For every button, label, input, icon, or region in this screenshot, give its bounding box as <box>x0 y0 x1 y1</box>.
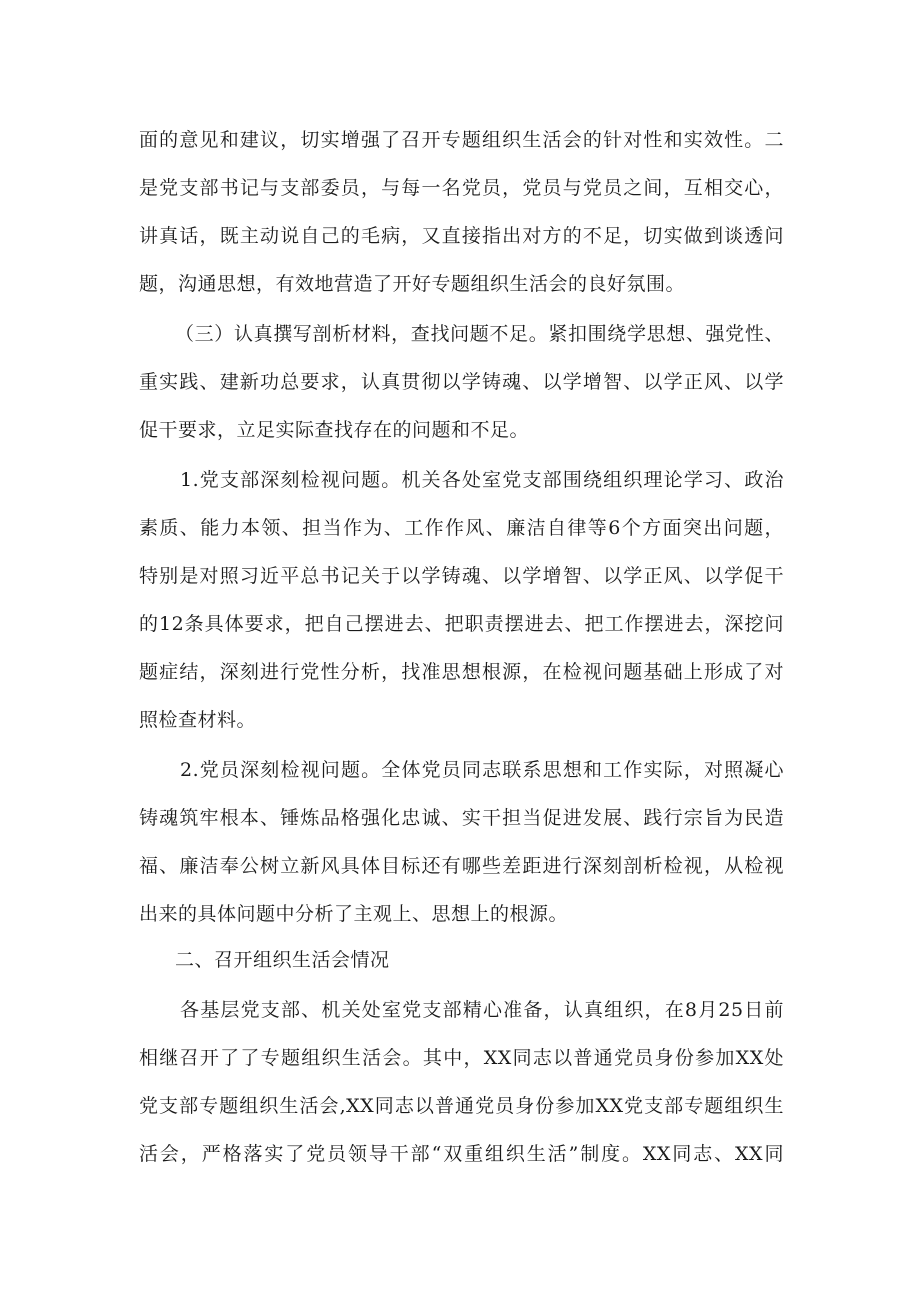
paragraph-line: 素质、能力本领、担当作为、工作作风、廉洁自律等6个方面突出问题， <box>139 517 784 539</box>
paragraph-line: 特别是对照习近平总书记关于以学铸魂、以学增智、以学正风、以学促干 <box>139 565 784 587</box>
paragraph-line: 是党支部书记与支部委员，与每一名党员，党员与党员之间，互相交心， <box>139 177 784 199</box>
paragraph-line: 照检查材料。 <box>139 709 257 731</box>
paragraph-line: 讲真话，既主动说自己的毛病，又直接指出对方的不足，切实做到谈透问 <box>139 225 784 247</box>
paragraph-line: 铸魂筑牢根本、锤炼品格强化忠诚、实干担当促进发展、践行宗旨为民造 <box>139 807 784 829</box>
paragraph-line: 2.党员深刻检视问题。全体党员同志联系思想和工作实际，对照凝心 <box>180 759 784 781</box>
section-heading: 二、召开组织生活会情况 <box>175 949 390 971</box>
paragraph-line: 重实践、建新功总要求，认真贯彻以学铸魂、以学增智、以学正风、以学 <box>139 371 784 393</box>
paragraph-line: 促干要求，立足实际查找存在的问题和不足。 <box>139 419 530 441</box>
paragraph-line: 的12条具体要求，把自己摆进去、把职责摆进去、把工作摆进去，深挖问 <box>139 613 784 635</box>
paragraph-line: 面的意见和建议，切实增强了召开专题组织生活会的针对性和实效性。二 <box>139 129 784 151</box>
paragraph-line: 活会，严格落实了党员领导干部“双重组织生活”制度。XX同志、XX同 <box>139 1143 784 1165</box>
paragraph-line: 1.党支部深刻检视问题。机关各处室党支部围绕组织理论学习、政治 <box>180 469 784 491</box>
paragraph-line: 相继召开了了专题组织生活会。其中，XX同志以普通党员身份参加XX处 <box>139 1047 784 1069</box>
paragraph-line: 题，沟通思想，有效地营造了开好专题组织生活会的良好氛围。 <box>139 273 686 295</box>
paragraph-line: 题症结，深刻进行党性分析，找准思想根源，在检视问题基础上形成了对 <box>139 661 784 683</box>
paragraph-line: 党支部专题组织生活会,XX同志以普通党员身份参加XX党支部专题组织生 <box>139 1095 784 1117</box>
paragraph-line: （三）认真撰写剖析材料，查找问题不足。紧扣围绕学思想、强党性、 <box>175 323 784 345</box>
paragraph-line: 福、廉洁奉公树立新风具体目标还有哪些差距进行深刻剖析检视，从检视 <box>139 855 784 877</box>
paragraph-line: 各基层党支部、机关处室党支部精心准备，认真组织，在8月25日前 <box>180 999 784 1021</box>
paragraph-line: 出来的具体问题中分析了主观上、思想上的根源。 <box>139 903 569 925</box>
